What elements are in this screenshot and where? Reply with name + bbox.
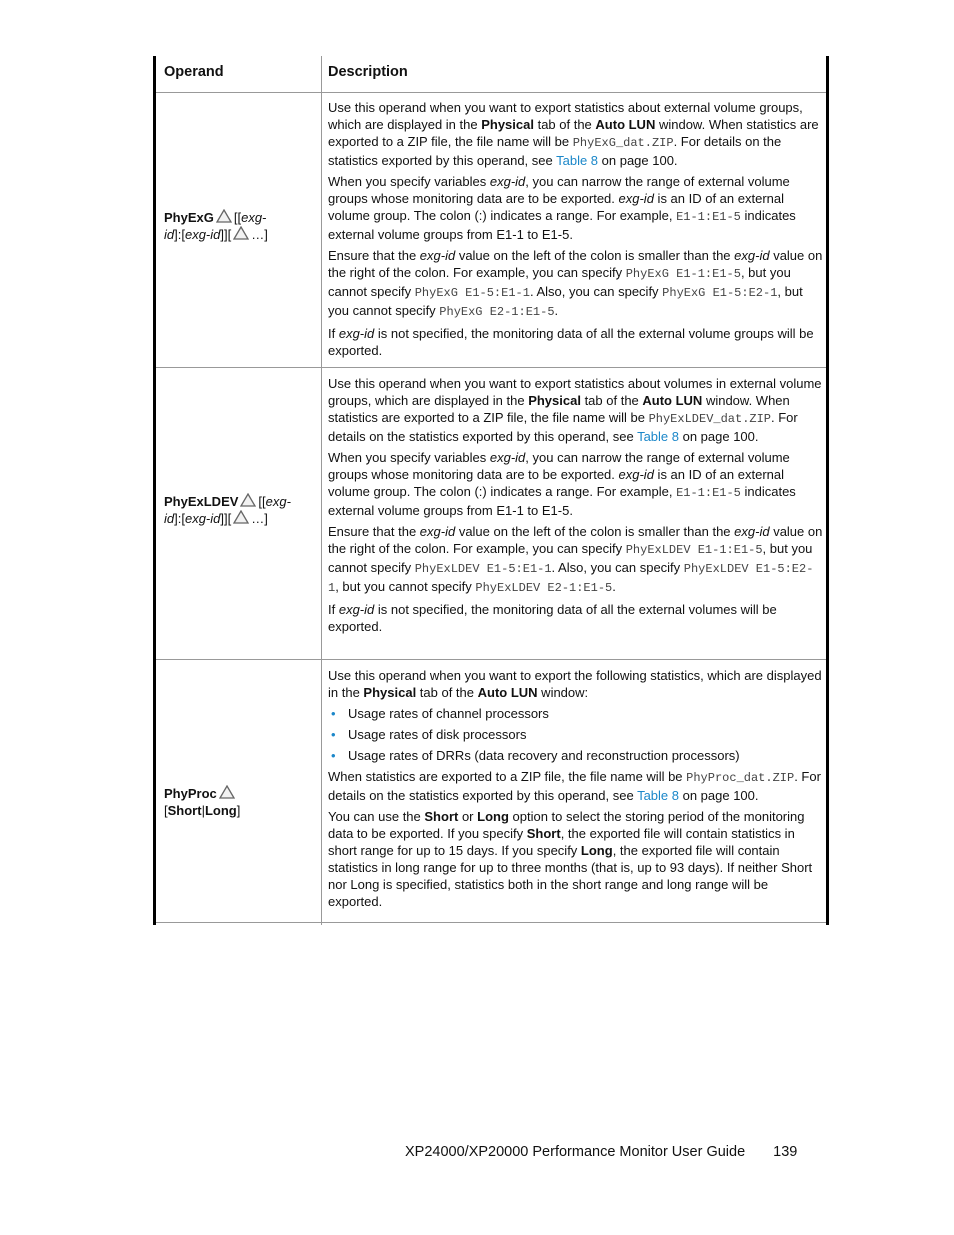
table-8-link[interactable]: Table 8 (556, 153, 599, 168)
paragraph: Ensure that the exg-id value on the left of the colon is smaller than the exg-id value on the right of the colon. For example, you can specify PhyExG E1-1:E1-5, but you cannot specify PhyExG E1-5:E1-1. Also, you can specify PhyExG E1-5:E2-1, but you cannot specify PhyExG E2-1:E1-5. (328, 248, 823, 319)
paragraph: Use this operand when you want to export the following statistics, which are displayed in the Physical tab of the Auto LUN window: (328, 668, 822, 700)
paragraph: If exg-id is not specified, the monitoring data of all the external volumes will be exported. (328, 602, 777, 634)
header-description: Description (328, 64, 408, 80)
column-divider (321, 56, 322, 925)
operand-phyexldev: PhyExLDEV [[exg- id]:[exg-id]][ …] (164, 494, 291, 526)
header-operand: Operand (164, 64, 224, 80)
delta-triangle-icon (233, 226, 249, 240)
paragraph: Use this operand when you want to export statistics about volumes in external volume groups, which are displayed in the Physical tab of the Auto LUN window. When statistics are exported to a ZIP file, the file name will be PhyExLDEV_dat.ZIP. For details on the statistics exported by this operand, see Table 8 on page 100. (328, 376, 822, 444)
description-phyproc (328, 667, 824, 914)
paragraph: When you specify variables exg-id, you can narrow the range of external volume groups whose monitoring data are to be exported. exg-id is an ID of an external volume group. The colon (:) indicates a range. For example, E1-1:E1-5 indicates external volume groups from E1-1 to E1-5. (328, 174, 796, 242)
footer-title: XP24000/XP20000 Performance Monitor User Guide (405, 1144, 746, 1160)
operand-phyexg: PhyExG [[exg- id]:[exg-id]][ …] (164, 210, 268, 242)
list-item: • Usage rates of disk processors (331, 727, 527, 742)
row-divider (156, 659, 826, 660)
table-bottom-rule (156, 922, 826, 923)
paragraph: When statistics are exported to a ZIP file, the file name will be PhyProc_dat.ZIP. For details on the statistics exported by this operand, see Table 8 on page 100. (328, 769, 821, 803)
list-item: • Usage rates of channel processors (331, 706, 549, 721)
statistics-bullet-list (328, 705, 824, 764)
bullet-icon: • (331, 748, 336, 763)
paragraph: If exg-id is not specified, the monitoring data of all the external volume groups will be exported. (328, 326, 814, 358)
delta-triangle-icon (233, 510, 249, 524)
operand-table (153, 56, 829, 925)
bullet-icon: • (331, 727, 336, 742)
operand-phyproc: PhyProc[Short|Long] (164, 786, 241, 818)
paragraph: Ensure that the exg-id value on the left of the colon is smaller than the exg-id value on the right of the colon. For example, you can specify PhyExLDEV E1-1:E1-5, but you cannot specify PhyExLDEV E1-5:E1-1. Also, you can specify PhyExLDEV E1-5:E2-1, but you cannot specify PhyExLDEV E2-1:E1-5. (328, 524, 823, 595)
bullet-icon: • (331, 706, 336, 721)
table-8-link[interactable]: Table 8 (637, 429, 679, 444)
paragraph: You can use the Short or Long option to select the storing period of the monitoring data to be exported. If you specify Short, the exported file will contain statistics in short range for up to 15 days. If you specify Long, the exported file will contain statistics in long range for up to three months (that is, up to 93 days). If neither Short nor Long is specified, statistics both in the short range and long range will be exported. (328, 809, 813, 909)
list-item: • Usage rates of DRRs (data recovery and reconstruction processors) (331, 748, 740, 763)
delta-triangle-icon (219, 785, 235, 799)
paragraph: When you specify variables exg-id, you can narrow the range of external volume groups whose monitoring data are to be exported. exg-id is an ID of an external volume group. The colon (:) indicates a range. For example, E1-1:E1-5 indicates external volume groups from E1-1 to E1-5. (328, 450, 796, 518)
page-footer (405, 1144, 797, 1160)
page-number: 139 (773, 1144, 798, 1160)
delta-triangle-icon (216, 209, 232, 223)
row-divider (156, 367, 826, 368)
description-phyexldev (328, 375, 824, 639)
table-8-link[interactable]: Table 8 (637, 788, 679, 803)
paragraph: Use this operand when you want to export statistics about external volume groups, which are displayed in the Physical tab of the Auto LUN window. When statistics are exported to a ZIP file, the file name will be PhyExG_dat.ZIP. For details on the statistics exported by this operand, see Table 8 on page 100. (328, 100, 819, 168)
delta-triangle-icon (240, 493, 256, 507)
header-divider (156, 92, 826, 93)
description-phyexg (328, 99, 824, 363)
